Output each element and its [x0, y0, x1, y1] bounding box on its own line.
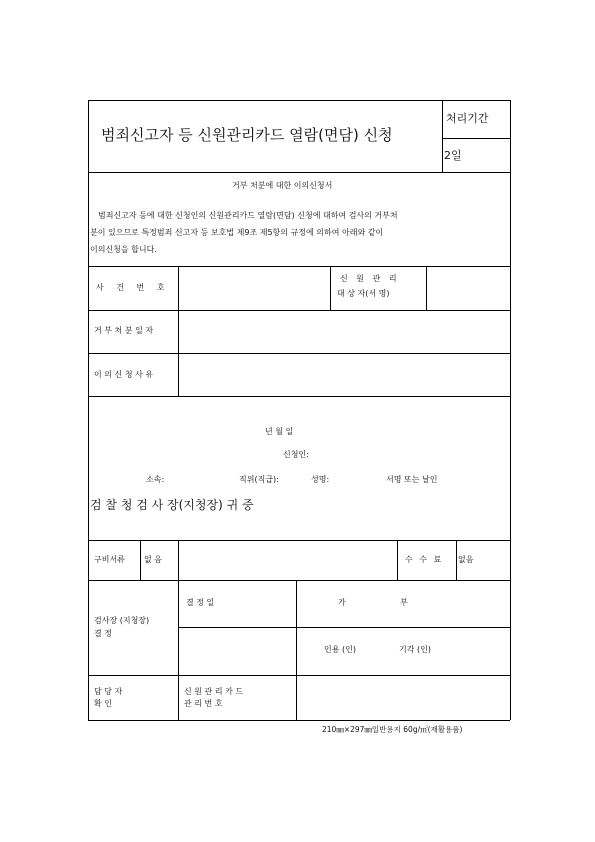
border-right [510, 100, 511, 720]
docs-top-line [88, 540, 510, 541]
processing-period-label: 처리기간 [446, 112, 489, 125]
border-left [88, 100, 89, 720]
objection-body-line-1: 범죄신고자 등에 대한 신청인의 신원관리카드 열람(면담) 신청에 대하여 검사의 거부처 [98, 211, 398, 220]
objection-heading: 거부 처분에 대한 이의신청서 [232, 181, 333, 190]
label-col-line [178, 266, 179, 396]
docs-col-1 [140, 540, 141, 580]
objection-body-line-2: 분이 있으므로 특정범죄 신고자 등 보호법 제9조 제5항의 규정에 의하여 아래와 같이 [90, 228, 384, 237]
subject-field[interactable] [428, 268, 508, 308]
subject-label-line-1: 신 원 관 리 [340, 274, 400, 283]
decision-dismiss-label: 기각 (인) [399, 645, 431, 654]
objection-reason-field[interactable] [180, 355, 508, 394]
case-number-field[interactable] [180, 268, 328, 308]
decision-mid-line [178, 627, 510, 628]
header-divider [442, 100, 443, 172]
subject-label-line-2: 대 상 자(서 명) [337, 289, 390, 298]
sign-or-seal-label: 서명 또는 날인 [386, 475, 438, 484]
paper-spec-note: 210㎜×297㎜일반용지 60g/㎡(재활용품) [322, 725, 463, 734]
affiliation-label: 소속: [146, 475, 165, 484]
fee-label: 수 수 료 [405, 555, 444, 564]
objection-reason-label: 이 의 신 청 사 유 [94, 370, 154, 379]
page-title: 범죄신고자 등 신원관리카드 열람(면담) 신청 [101, 126, 393, 144]
name-label: 성명: [311, 475, 330, 484]
case-number-label: 사 건 번 호 [96, 283, 170, 292]
row-line-1 [88, 266, 510, 267]
border-top [88, 100, 510, 101]
refusal-date-label: 거 부 처 분 일 자 [94, 326, 154, 335]
border-bottom [88, 720, 510, 721]
rank-label: 직위(직급): [239, 475, 279, 484]
docs-col-4 [456, 540, 457, 580]
docs-col-2 [178, 540, 179, 580]
subject-col-line-2 [426, 266, 427, 310]
docs-bottom-line [88, 580, 510, 581]
docs-col-3 [397, 540, 398, 580]
officer-label-line-2: 확 인 [94, 699, 112, 708]
refusal-date-field[interactable] [180, 312, 508, 351]
row-line-3 [88, 353, 510, 354]
decision-reject-label: 부 [400, 598, 408, 607]
decision-side-label-2: 결 정 [94, 629, 112, 638]
decision-col-line [178, 580, 179, 720]
decision-approve-label: 가 [338, 598, 346, 607]
footer-col-line [296, 675, 297, 720]
decision-split-line [296, 580, 297, 675]
header-bottom-line [88, 172, 510, 173]
processing-period-value: 2일 [444, 149, 462, 162]
card-number-label-line-2: 관 리 번 호 [184, 699, 223, 708]
signature-date: 년 월 일 [265, 427, 294, 436]
row-line-2 [88, 310, 510, 311]
decision-bottom-line [88, 675, 510, 676]
header-mid-line [442, 138, 510, 139]
required-docs-value: 없 음 [144, 555, 162, 564]
objection-body-line-3: 이의신청을 합니다. [90, 245, 157, 254]
row-line-4 [88, 396, 510, 397]
subject-col-line-1 [330, 266, 331, 310]
card-number-field[interactable] [298, 677, 508, 718]
fee-value: 없음 [458, 555, 474, 564]
decision-date-label: 결 정 일 [186, 598, 215, 607]
decision-cite-label: 인용 (인) [324, 645, 356, 654]
card-number-label-line-1: 신 원 관 리 카 드 [184, 687, 244, 696]
decision-side-label-1: 검사장 (지청장) [94, 616, 150, 625]
officer-label-line-1: 담 당 자 [94, 687, 123, 696]
required-docs-label: 구비서류 [94, 555, 125, 564]
applicant-label: 신청인: [283, 450, 309, 459]
addressee: 검 찰 청 검 사 장(지청장) 귀 중 [90, 498, 254, 512]
